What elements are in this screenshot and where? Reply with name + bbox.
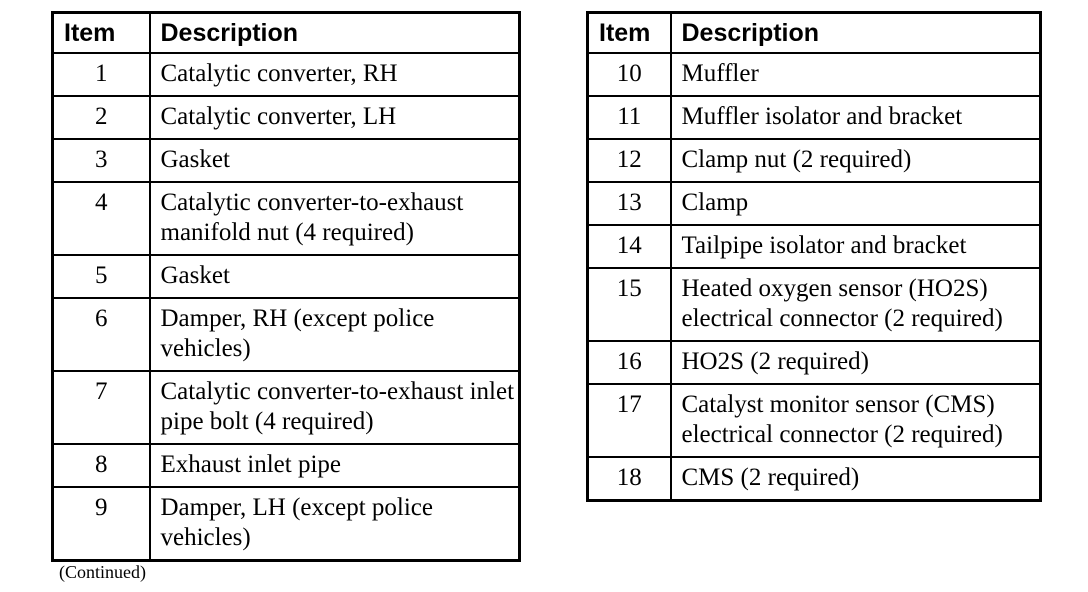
table-row: [588, 457, 1041, 501]
table-row: [53, 96, 520, 139]
item-description: Exhaust inlet pipe: [150, 444, 520, 487]
table-row: [588, 384, 1041, 457]
item-number: 12: [588, 139, 671, 182]
table-row: [588, 341, 1041, 384]
item-description: HO2S (2 required): [671, 341, 1041, 384]
item-number: 14: [588, 225, 671, 268]
item-description: Muffler: [671, 53, 1041, 96]
item-description: Catalyst monitor sensor (CMS) electrical connector (2 required): [671, 384, 1041, 457]
continued-note: (Continued): [59, 562, 146, 582]
column-header-description: Description: [671, 13, 1041, 54]
item-description: Tailpipe isolator and bracket: [671, 225, 1041, 268]
table-row: [53, 139, 520, 182]
item-number: 10: [588, 53, 671, 96]
item-number: 7: [53, 371, 150, 444]
item-description: Catalytic converter-to-exhaust manifold nut (4 required): [150, 182, 520, 255]
item-number: 4: [53, 182, 150, 255]
item-description: Damper, RH (except police vehicles): [150, 298, 520, 371]
table-row: [588, 139, 1041, 182]
item-description: Clamp: [671, 182, 1041, 225]
table-row: [53, 182, 520, 255]
item-number: 9: [53, 487, 150, 561]
item-number: 18: [588, 457, 671, 501]
item-description: Gasket: [150, 255, 520, 298]
item-description: CMS (2 required): [671, 457, 1041, 501]
table-row: [588, 96, 1041, 139]
item-description: Gasket: [150, 139, 520, 182]
item-description: Damper, LH (except police vehicles): [150, 487, 520, 561]
item-number: 3: [53, 139, 150, 182]
table-row: [53, 53, 520, 96]
table-row: [53, 444, 520, 487]
table-header-row: [588, 13, 1041, 54]
column-header-description: Description: [150, 13, 520, 54]
item-number: 11: [588, 96, 671, 139]
item-description: Catalytic converter-to-exhaust inlet pipe bolt (4 required): [150, 371, 520, 444]
table-row: [588, 268, 1041, 341]
table-row: [588, 225, 1041, 268]
column-header-item: Item: [53, 13, 150, 54]
table-row: [588, 53, 1041, 96]
item-description: Muffler isolator and bracket: [671, 96, 1041, 139]
item-description: Clamp nut (2 required): [671, 139, 1041, 182]
item-description: Heated oxygen sensor (HO2S) electrical connector (2 required): [671, 268, 1041, 341]
item-number: 15: [588, 268, 671, 341]
item-number: 1: [53, 53, 150, 96]
item-number: 16: [588, 341, 671, 384]
item-number: 13: [588, 182, 671, 225]
column-header-item: Item: [588, 13, 671, 54]
table-row: [53, 298, 520, 371]
parts-legend-table-right: [586, 11, 1042, 502]
item-number: 2: [53, 96, 150, 139]
item-number: 8: [53, 444, 150, 487]
item-number: 17: [588, 384, 671, 457]
table-row: [53, 487, 520, 561]
table-row: [588, 182, 1041, 225]
parts-legend-table-left: [51, 11, 521, 562]
item-number: 6: [53, 298, 150, 371]
item-description: Catalytic converter, RH: [150, 53, 520, 96]
table-row: [53, 371, 520, 444]
table-header-row: [53, 13, 520, 54]
item-number: 5: [53, 255, 150, 298]
table-row: [53, 255, 520, 298]
item-description: Catalytic converter, LH: [150, 96, 520, 139]
